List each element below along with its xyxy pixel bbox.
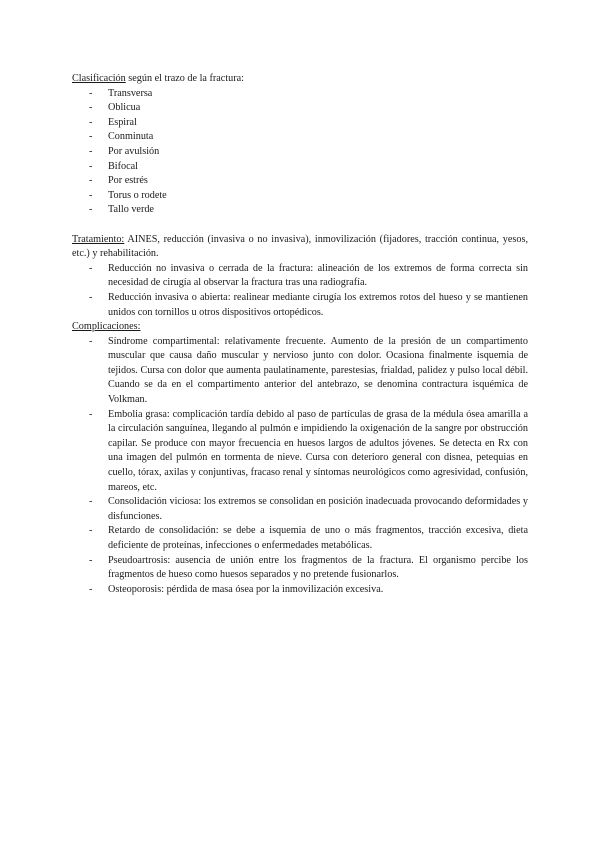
list-item (72, 335, 528, 408)
list-item-text: Tallo verde (108, 204, 154, 216)
list-item-text: Consolidación viciosa: los extremos se consolidan en posición inadecuada provocando deformidades y disfunciones. (108, 496, 528, 522)
dash-bullet: - (89, 496, 93, 508)
dash-bullet: - (89, 335, 93, 347)
list-item (72, 87, 528, 102)
list-item (72, 524, 528, 553)
list-item-text: Retardo de consolidación: se debe a isquemia de uno o más fragmentos, tracción excesiva, dieta deficiente de proteínas, infecciones o enfermedades metabólicas. (108, 525, 528, 551)
list-item-text: Por estrés (108, 175, 148, 187)
dash-bullet: - (89, 262, 93, 274)
list-item-text: Síndrome compartimental: relativamente frecuente. Aumento de la presión de un compartimento muscular que causa daño muscular y nervioso junto con dolor. Ocasiona finalmente isquemia de tejidos. Cursa con dolor que aumenta paulatinamente, parestesias, frialdad, palidez y pulso local débil. Cuando se da en el compartimento anterior del antebrazo, se denomina contractura isquémica de Volkman. (108, 335, 528, 406)
dash-bullet: - (89, 175, 93, 187)
list-item-text: Reducción no invasiva o cerrada de la fractura: alineación de los extremos de forma correcta sin necesidad de cirugía al observar la fractura tras una radiografía. (108, 262, 528, 289)
list-item (72, 189, 528, 204)
clasificacion-list (72, 87, 528, 218)
list-item (72, 174, 528, 189)
dash-bullet: - (89, 525, 93, 537)
dash-bullet: - (89, 408, 93, 420)
dash-bullet: - (89, 160, 93, 172)
dash-bullet: - (89, 87, 93, 99)
list-item (72, 160, 528, 175)
list-item-text: Transversa (108, 87, 153, 99)
list-item (72, 262, 528, 291)
list-item (72, 145, 528, 160)
list-item-text: Oblicua (108, 102, 141, 114)
tratamiento-label: Tratamiento: (72, 233, 125, 245)
dash-bullet: - (89, 204, 93, 216)
list-item (72, 495, 528, 524)
list-item (72, 116, 528, 131)
list-item-text: Pseudoartrosis: ausencia de unión entre los fragmentos de la fractura. El organismo percibe los fragmentos de hueso como huesos separados y no pretende fusionarlos. (108, 554, 528, 581)
dash-bullet: - (89, 102, 93, 114)
dash-bullet: - (89, 583, 93, 595)
complicaciones-label: Complicaciones: (72, 321, 141, 333)
clasificacion-label: Clasificación (72, 73, 126, 84)
tratamiento-paragraph (72, 233, 528, 262)
list-item-text: Espiral (108, 116, 137, 128)
list-item (72, 583, 528, 598)
clasificacion-rest: según el trazo de la fractura: (125, 73, 244, 84)
dash-bullet: - (89, 145, 93, 157)
list-item-text: Por avulsión (108, 145, 160, 157)
list-item-text: Torus o rodete (108, 189, 167, 201)
dash-bullet: - (89, 291, 93, 303)
list-item-text: Reducción invasiva o abierta: realinear mediante cirugía los extremos rotos del hueso y se mantienen unidos con tornillos u otros dispositivos ortopédicos. (108, 291, 528, 318)
list-item (72, 130, 528, 145)
list-item-text: Bifocal (108, 160, 138, 172)
dash-bullet: - (89, 189, 93, 201)
tratamiento-text: AINES, reducción (invasiva o no invasiva), inmovilización (fijadores, tracción continua, yesos, etc.) y rehabilitación. (72, 233, 528, 260)
list-item-text: Embolia grasa: complicación tardía debido al paso de partículas de grasa de la médula ósea amarilla a la circulación sanguínea, llegando al pulmón e impidiendo la oxigenación de la sangre por obstrucción capilar. Se produce con mayor frecuencia en huesos largos de adultos jóvenes. Se detecta en Rx con una imagen del pulmón en tormenta de nieve. Cursa con deterioro general con disnea, petequias en cuello, tórax, axilas y conjuntivas, fracaso renal y síntomas neurológicos como agresividad, confusión, mareos, etc. (108, 408, 528, 493)
clasificacion-heading (72, 72, 528, 87)
complicaciones-list (72, 335, 528, 598)
list-item-text: Conminuta (108, 131, 154, 143)
list-item-text: Osteoporosis: pérdida de masa ósea por la inmovilización excesiva. (108, 583, 384, 595)
document-page (72, 72, 528, 597)
dash-bullet: - (89, 116, 93, 128)
list-item (72, 101, 528, 116)
spacer (72, 218, 528, 233)
tratamiento-list (72, 262, 528, 320)
list-item (72, 554, 528, 583)
list-item (72, 408, 528, 496)
complicaciones-heading (72, 320, 528, 335)
list-item (72, 203, 528, 218)
list-item (72, 291, 528, 320)
dash-bullet: - (89, 554, 93, 566)
dash-bullet: - (89, 131, 93, 143)
